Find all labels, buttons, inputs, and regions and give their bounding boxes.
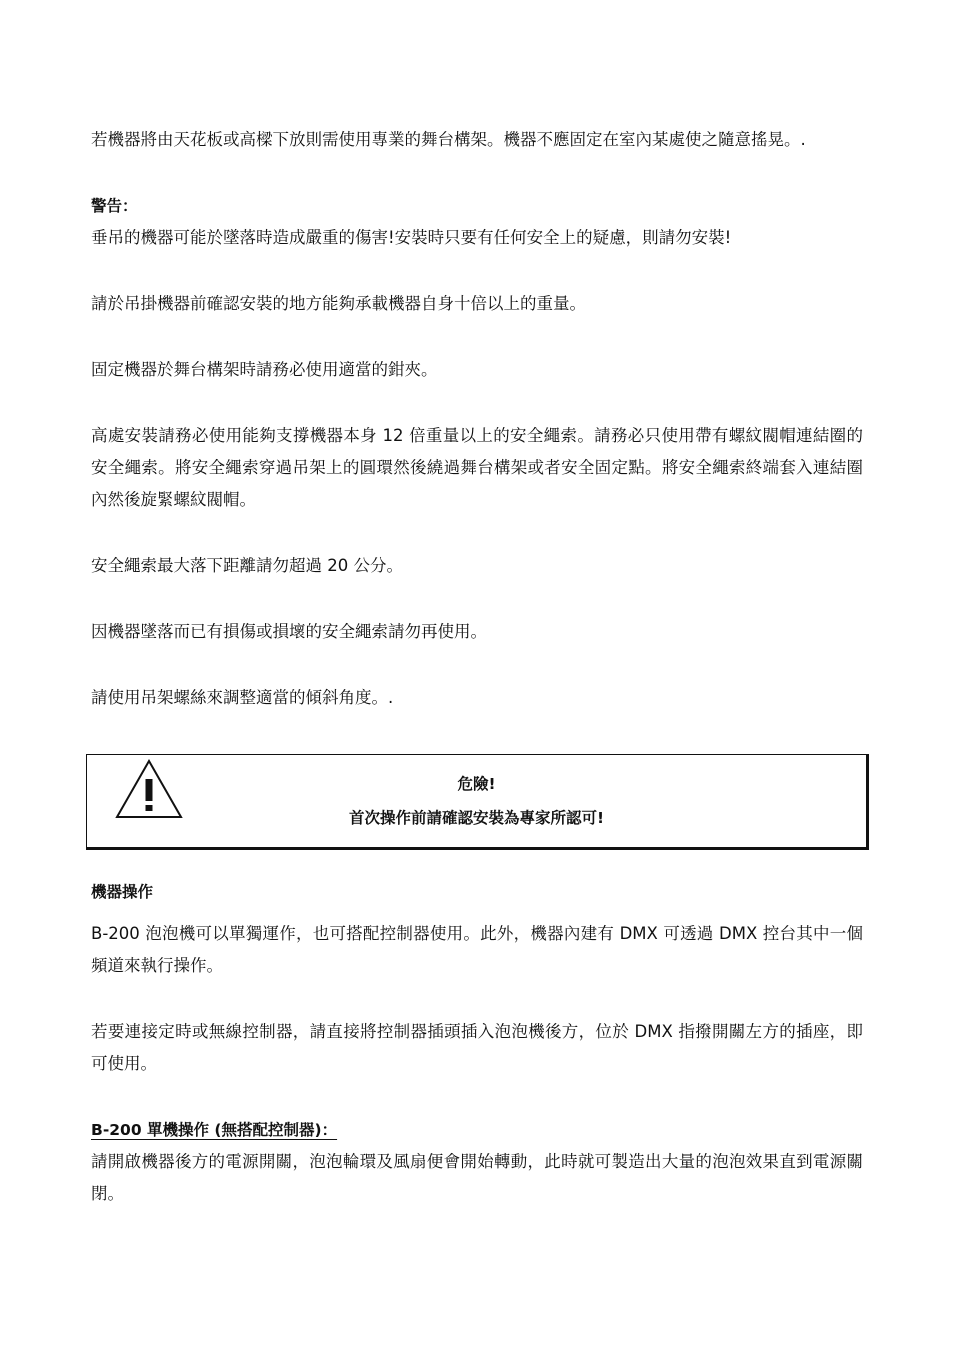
paragraph-drop-distance: 安全繩索最大落下距離請勿超過 20 公分。: [91, 556, 403, 575]
paragraph-standalone-operation: 請開啟機器後方的電源開關，泡泡輪環及風扇便會開始轉動，此時就可製造出大量的泡泡效果直到電源關閉。: [91, 1152, 863, 1203]
paragraph-ceiling-mount: 若機器將由天花板或高樑下放則需使用專業的舞台構架。機器不應固定在室內某處使之隨意搖晃。.: [91, 130, 806, 149]
document-page: [91, 124, 863, 1210]
danger-box: [86, 754, 869, 850]
danger-title: 危險!: [457, 775, 496, 793]
paragraph-operation-intro: B-200 泡泡機可以單獨運作，也可搭配控制器使用。此外，機器內建有 DMX 可透過 DMX 控台其中一個頻道來執行操作。: [91, 924, 863, 975]
paragraph-load-capacity: 請於吊掛機器前確認安裝的地方能夠承載機器自身十倍以上的重量。: [91, 294, 586, 313]
paragraph-fall-warning: 垂吊的機器可能於墜落時造成嚴重的傷害!安裝時只要有任何安全上的疑慮，則請勿安裝!: [91, 228, 732, 247]
paragraph-tilt-angle: 請使用吊架螺絲來調整適當的傾斜角度。.: [91, 688, 394, 707]
standalone-heading: B-200 單機操作 (無搭配控制器)：: [91, 1121, 338, 1139]
danger-message: 首次操作前請確認安裝為專家所認可!: [348, 809, 605, 827]
operation-heading: 機器操作: [91, 883, 154, 901]
paragraph-controller-connection: 若要連接定時或無線控制器，請直接將控制器插頭插入泡泡機後方，位於 DMX 指撥開關左方的插座，即可使用。: [91, 1022, 863, 1073]
paragraph-clamps: 固定機器於舞台構架時請務必使用適當的鉗夾。: [91, 360, 438, 379]
warning-heading: 警告：: [91, 197, 138, 215]
paragraph-safety-cable: 高處安裝請務必使用能夠支撐機器本身 12 倍重量以上的安全繩索。請務必只使用帶有螺紋閥帽連結圈的安全繩索。將安全繩索穿過吊架上的圓環然後繞過舞台構架或者安全固定點。將安全繩索終端套入連結圈內然後旋緊螺紋閥帽。: [91, 426, 863, 509]
paragraph-damaged-cable: 因機器墜落而已有損傷或損壞的安全繩索請勿再使用。: [91, 622, 487, 641]
